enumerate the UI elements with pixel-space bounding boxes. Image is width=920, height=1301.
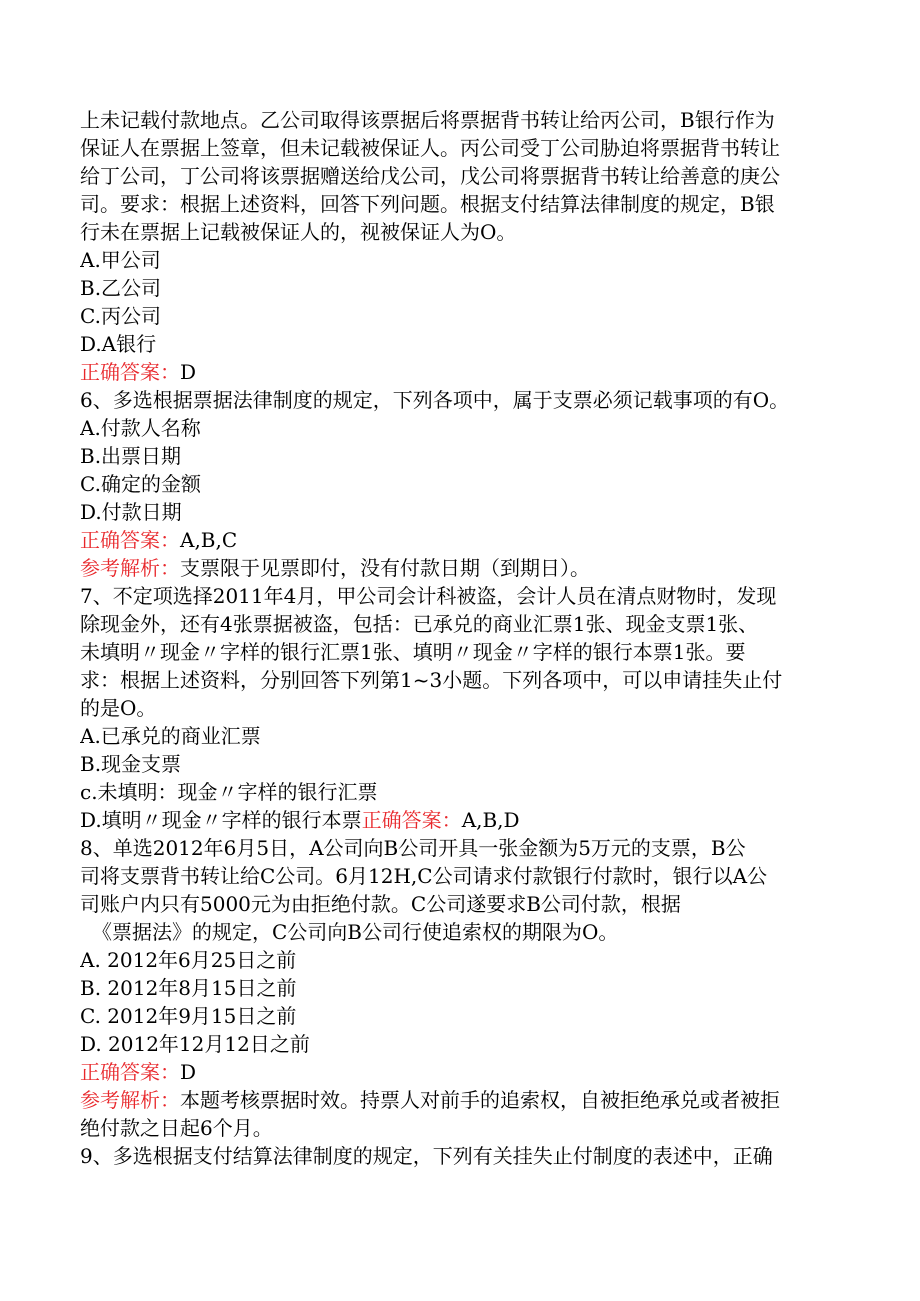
text-line <box>80 526 840 554</box>
line-text: C.丙公司 <box>80 304 161 328</box>
text-line <box>80 162 840 190</box>
text-line <box>80 190 840 218</box>
line-text: 8、单选2012年6月5日，A公司向B公司开具一张金额为5万元的支票，B公 <box>80 836 746 860</box>
text-line <box>80 218 840 246</box>
answer-label: 正确答案： <box>80 528 180 552</box>
document-page <box>80 106 840 1170</box>
answer-label: 参考解析： <box>80 1088 180 1112</box>
line-text: D <box>180 360 197 384</box>
line-text: D.付款日期 <box>80 500 182 524</box>
line-text: 保证人在票据上签章，但未记载被保证人。丙公司受丁公司胁迫将票据背书转让 <box>80 136 780 160</box>
line-text: D. 2012年12月12日之前 <box>80 1032 310 1056</box>
line-text: B.出票日期 <box>80 444 182 468</box>
line-text: 上未记载付款地点。乙公司取得该票据后将票据背书转让给丙公司，B银行作为 <box>80 108 775 132</box>
line-text: D.填明〃现金〃字样的银行本票 <box>80 808 362 832</box>
line-text: 的是O。 <box>80 696 157 720</box>
text-line <box>80 1002 840 1030</box>
line-text: 司账户内只有5000元为由拒绝付款。C公司遂要求B公司付款，根据 <box>80 892 681 916</box>
text-line <box>80 1058 840 1086</box>
text-line <box>80 246 840 274</box>
text-line <box>80 554 840 582</box>
line-text: 支票限于见票即付，没有付款日期（到期日）。 <box>180 556 590 580</box>
line-text: 司。要求：根据上述资料，回答下列问题。根据支付结算法律制度的规定，B银 <box>80 192 775 216</box>
text-line <box>80 386 840 414</box>
line-text: A.甲公司 <box>80 248 161 272</box>
line-text: A,B,C <box>180 528 238 552</box>
text-line <box>80 358 840 386</box>
line-text: 绝付款之日起6个月。 <box>80 1116 273 1140</box>
text-line <box>80 974 840 1002</box>
line-text: C.确定的金额 <box>80 472 201 496</box>
line-text: c.未填明：现金〃字样的银行汇票 <box>80 780 378 804</box>
line-text: 求：根据上述资料，分别回答下列第1~3小题。下列各项中，可以申请挂失止付 <box>80 668 783 692</box>
text-line <box>80 1142 840 1170</box>
line-text: 司将支票背书转让给C公司。6月12H,C公司请求付款银行付款时，银行以A公 <box>80 864 768 888</box>
line-text: B.现金支票 <box>80 752 182 776</box>
text-line <box>80 134 840 162</box>
line-text: 本题考核票据时效。持票人对前手的追索权，自被拒绝承兑或者被拒 <box>180 1088 780 1112</box>
text-line <box>80 750 840 778</box>
text-line <box>80 106 840 134</box>
text-line <box>80 1086 840 1114</box>
line-text: D <box>180 1060 197 1084</box>
text-line <box>80 778 840 806</box>
answer-label: 正确答案： <box>80 1060 180 1084</box>
text-line <box>80 694 840 722</box>
line-text: 未填明〃现金〃字样的银行汇票1张、填明〃现金〃字样的银行本票1张。要 <box>80 640 746 664</box>
answer-label: 正确答案： <box>80 360 180 384</box>
line-text: A,B,D <box>461 808 520 832</box>
line-text: 7、不定项选择2011年4月，甲公司会计科被盗，会计人员在清点财物时，发现 <box>80 584 777 608</box>
text-line <box>80 302 840 330</box>
text-line <box>80 1114 840 1142</box>
text-line <box>80 442 840 470</box>
text-line <box>80 330 840 358</box>
text-line <box>80 946 840 974</box>
line-text: A. 2012年6月25日之前 <box>80 948 297 972</box>
answer-label: 参考解析： <box>80 556 180 580</box>
text-line <box>80 666 840 694</box>
text-line <box>80 834 840 862</box>
line-text: A.已承兑的商业汇票 <box>80 724 261 748</box>
line-text: 《票据法》的规定，C公司向B公司行使追索权的期限为O。 <box>92 920 619 944</box>
text-line <box>80 1030 840 1058</box>
text-line <box>80 862 840 890</box>
line-text: A.付款人名称 <box>80 416 201 440</box>
line-text: B.乙公司 <box>80 276 162 300</box>
line-text: B. 2012年8月15日之前 <box>80 976 297 1000</box>
line-text: 行未在票据上记载被保证人的，视被保证人为O。 <box>80 220 517 244</box>
line-text: 6、多选根据票据法律制度的规定，下列各项中，属于支票必须记载事项的有O。 <box>80 388 790 412</box>
text-line <box>80 498 840 526</box>
text-line <box>80 470 840 498</box>
line-text: 给丁公司，丁公司将该票据赠送给戊公司，戊公司将票据背书转让给善意的庚公 <box>80 164 780 188</box>
line-text: 9、多选根据支付结算法律制度的规定，下列有关挂失止付制度的表述中，正确 <box>80 1144 773 1168</box>
text-line <box>80 582 840 610</box>
line-text: D.A银行 <box>80 332 157 356</box>
text-line <box>80 890 840 918</box>
text-line <box>80 722 840 750</box>
text-line <box>80 638 840 666</box>
document-body <box>80 106 840 1170</box>
text-line <box>80 414 840 442</box>
answer-label: 正确答案： <box>361 808 462 832</box>
text-line <box>80 610 840 638</box>
line-text: C. 2012年9月15日之前 <box>80 1004 297 1028</box>
text-line <box>80 806 840 834</box>
text-line <box>80 274 840 302</box>
line-text: 除现金外，还有4张票据被盗，包括：已承兑的商业汇票1张、现金支票1张、 <box>80 612 759 636</box>
text-line <box>80 918 840 946</box>
